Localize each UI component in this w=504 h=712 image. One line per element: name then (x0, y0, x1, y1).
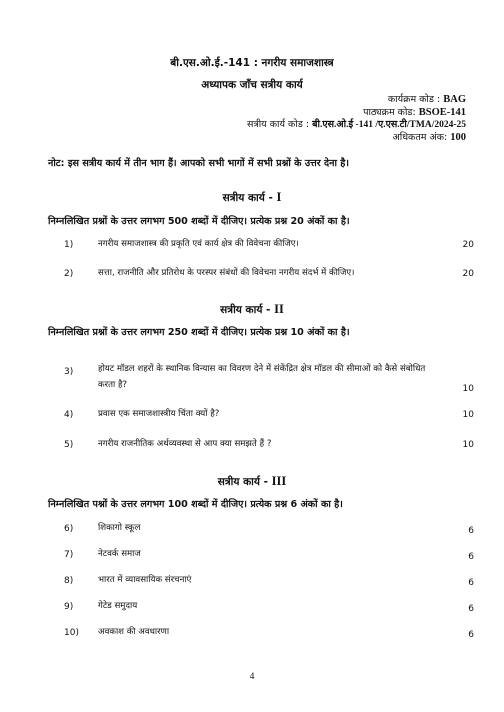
question-marks: 10 (462, 384, 474, 394)
question-marks: 10 (462, 410, 474, 420)
question-text: प्रवास एक समाजशास्त्रीय चिंता क्यों है? (98, 409, 220, 419)
program-code-value: BAG (443, 94, 466, 105)
question-number: 3) (64, 367, 74, 377)
section-numeral: I (276, 190, 282, 204)
section-numeral: II (274, 302, 284, 316)
course-code-line (247, 107, 466, 120)
question-marks: 6 (468, 526, 474, 536)
section-heading-text: सत्रीय कार्य - (220, 304, 271, 316)
question-text: नेटवर्क समाज (98, 549, 141, 559)
question-number: 4) (64, 410, 74, 420)
general-note: नोट: इस सत्रीय कार्य में तीन भाग हैं। आपको सभी भागों में सभी प्रश्नों के उत्तर देना है। (48, 158, 350, 169)
assignment-code-label: सत्रीय कार्य कोड : (247, 119, 310, 130)
question-marks: 6 (468, 578, 474, 588)
question-text: नगरीय राजनीतिक अर्थव्यवस्था से आप क्या समझते हैं ? (98, 439, 272, 449)
question-text: नगरीय समाजशास्त्र की प्रकृति एवं कार्य क्षेत्र की विवेचना कीजिए। (98, 239, 299, 249)
question-number: 2) (64, 269, 74, 279)
question-number: 1) (64, 240, 74, 250)
question-marks: 6 (468, 552, 474, 562)
section-heading-text: सत्रीय कार्य - (217, 476, 268, 488)
question-number: 6) (64, 524, 74, 534)
question-text: गेटेड समुदाय (98, 601, 138, 611)
course-code-value: BSOE-141 (418, 106, 466, 118)
question-marks: 20 (462, 240, 474, 250)
page-number: 4 (249, 672, 255, 682)
question-number: 5) (64, 440, 74, 450)
header-codes (247, 94, 466, 144)
section-instruction: निम्नलिखित प्रश्नों के उत्तर लगभग 250 शब्दों में दीजिए। प्रत्येक प्रश्न 10 अंकों का है। (48, 327, 350, 338)
question-marks: 20 (462, 269, 474, 279)
assignment-code-line (247, 119, 466, 132)
assignment-title: अध्यापक जाँच सत्रीय कार्य (201, 79, 303, 91)
course-title: बी.एस.ओ.ई.-141 : नगरीय समाजशास्त्र (170, 57, 334, 69)
question-text: भारत में व्यावसायिक संरचनाएं (98, 575, 192, 585)
question-number: 8) (64, 576, 74, 586)
course-code-label: पाठ्यक्रम कोड: (363, 106, 416, 118)
max-marks-value: 100 (450, 131, 466, 143)
max-marks-label: अधिकतम अंक: (392, 131, 448, 143)
question-text: होयट मॉडल शहरों के स्थानिक विन्यास का विवरण देने में संकेंद्रित क्षेत्र मॉडल की सीमाओं को कैसे संबोधित करता है? (98, 364, 426, 390)
program-code-line (247, 94, 466, 107)
question-number: 9) (64, 602, 74, 612)
question-number: 10) (64, 628, 79, 638)
section-instruction: निम्नलिखित प्रश्नों के उत्तर लगभग 500 शब्दों में दीजिए। प्रत्येक प्रश्न 20 अंकों का है। (48, 216, 350, 227)
section-heading (0, 190, 504, 205)
question-number: 7) (64, 550, 74, 560)
section-heading (0, 474, 504, 489)
program-code-label: कार्यक्रम कोड : (387, 94, 441, 105)
section-heading-text: सत्रीय कार्य - (222, 192, 273, 204)
question-marks: 6 (468, 604, 474, 614)
question-text: अवकाश की अवधारणा (98, 627, 170, 637)
max-marks-line (247, 132, 466, 145)
section-heading (0, 302, 504, 317)
question-marks: 6 (468, 630, 474, 640)
section-instruction: निम्नलिखित पश्नों के उत्तर लगभग 100 शब्दों में दीजिए। प्रत्येक प्रश्न 6 अंकों का है। (48, 499, 343, 510)
question-marks: 10 (462, 440, 474, 450)
question-text: शिकागो स्कूल (98, 523, 141, 533)
section-numeral: III (271, 474, 287, 488)
question-text: सत्ता, राजनीति और प्रतिरोध के परस्पर संबंधों की विवेचना नगरीय संदर्भ में कीजिए। (98, 268, 355, 278)
assignment-code-value: बी.एस.ओ.ई -141 /ए.एस.टी/TMA/2024-25 (312, 120, 466, 130)
